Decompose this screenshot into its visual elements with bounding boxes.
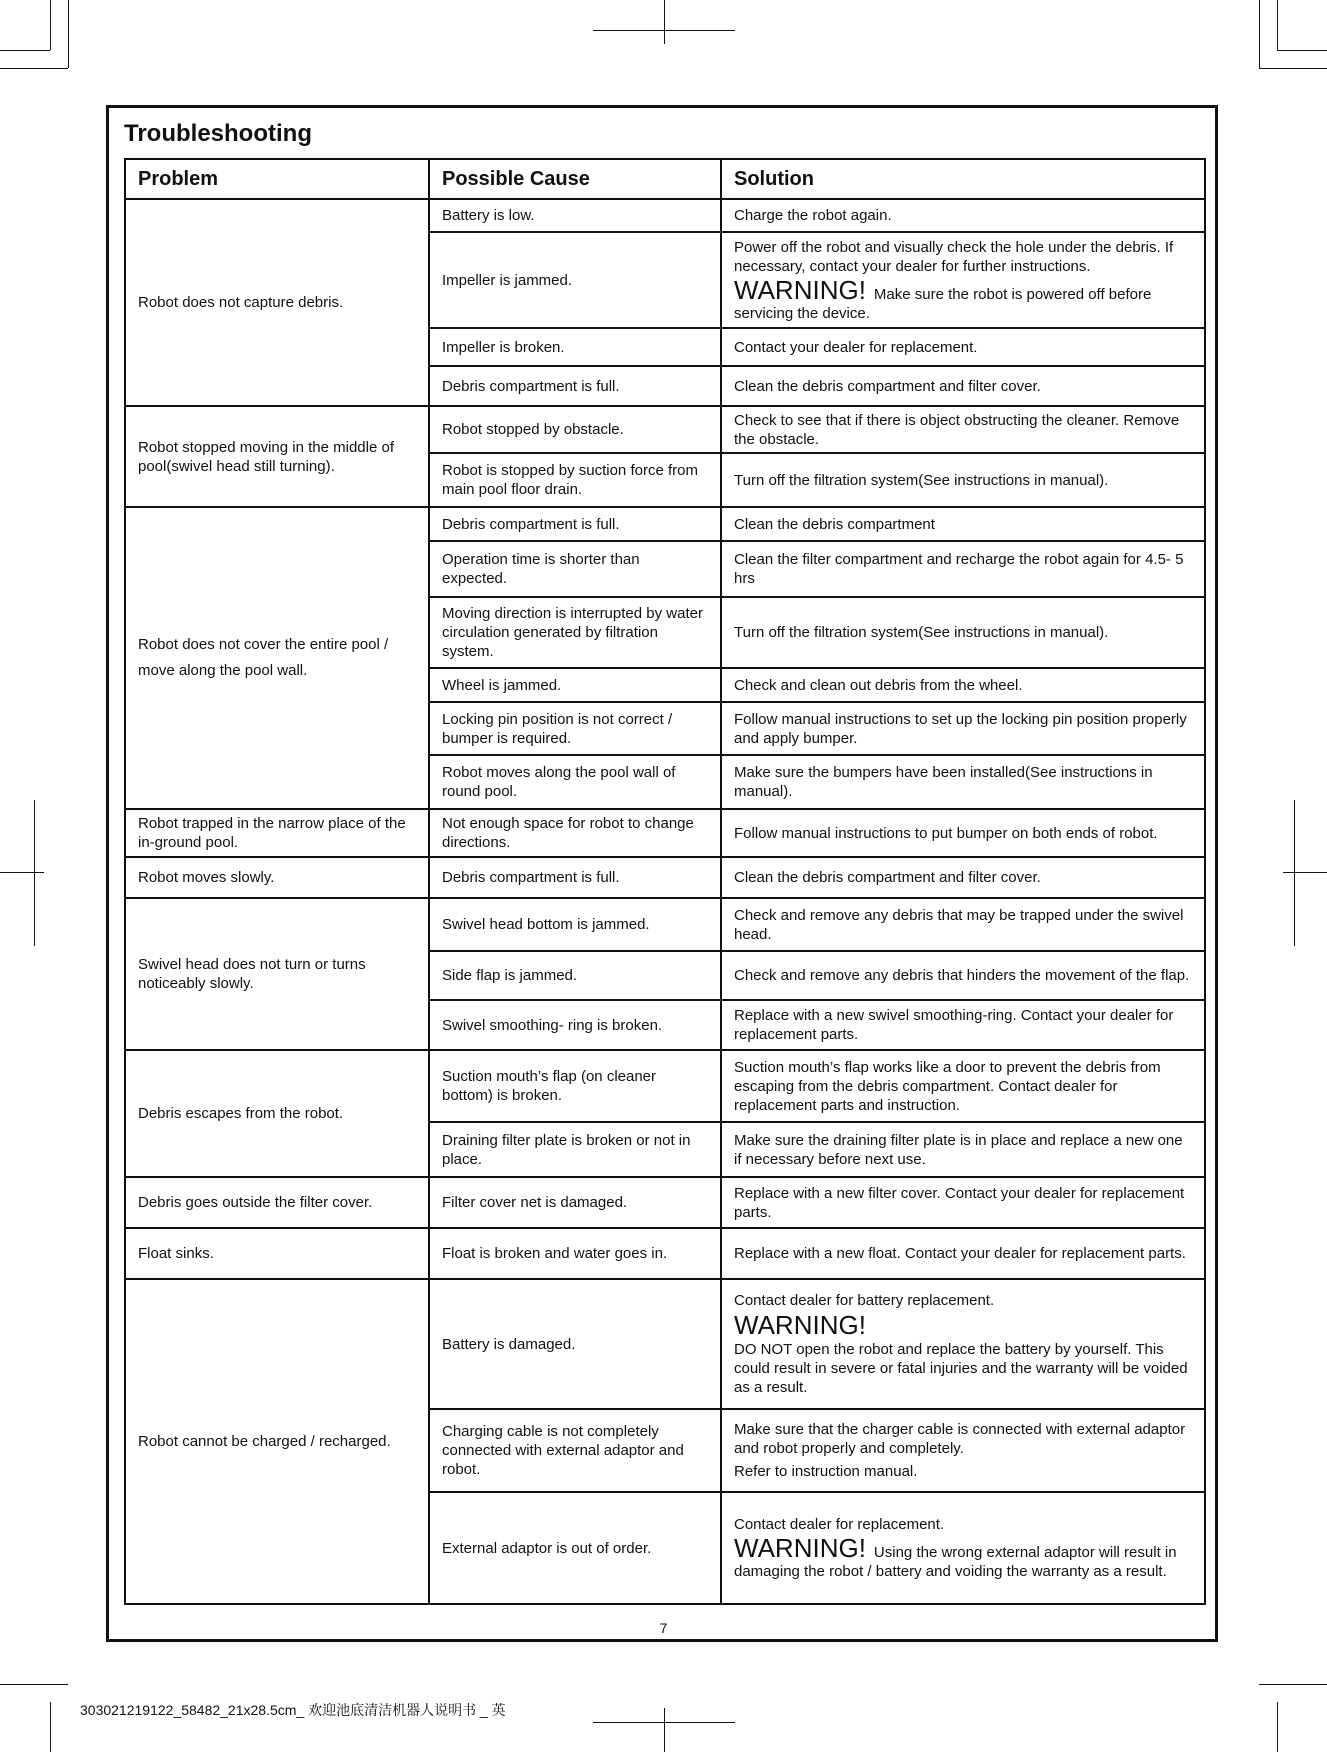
table-row xyxy=(125,857,1205,898)
cause-cell: Locking pin position is not correct / bumper is required. xyxy=(429,702,721,755)
table-row xyxy=(125,809,1205,857)
header-problem: Problem xyxy=(125,159,429,199)
cause-cell: Robot is stopped by suction force from main pool floor drain. xyxy=(429,453,721,507)
crop-mark xyxy=(50,0,51,50)
crop-mark xyxy=(1294,800,1295,946)
solution-text: Power off the robot and visually check the hole under the debris. If necessary, contact your dealer for further instructions. xyxy=(734,238,1174,275)
solution-cell: Turn off the filtration system(See instructions in manual). xyxy=(721,453,1205,507)
cause-cell: Debris compartment is full. xyxy=(429,366,721,406)
cause-cell: Filter cover net is damaged. xyxy=(429,1177,721,1228)
crop-mark xyxy=(1259,1684,1327,1685)
page-number: 7 xyxy=(659,1620,668,1636)
solution-cell: Clean the debris compartment and filter cover. xyxy=(721,857,1205,898)
solution-cell: Check to see that if there is object obstructing the cleaner. Remove the obstacle. xyxy=(721,406,1205,453)
problem-cell: Robot cannot be charged / recharged. xyxy=(125,1279,429,1604)
problem-cell: Robot trapped in the narrow place of the in-ground pool. xyxy=(125,809,429,857)
warning-label: WARNING! xyxy=(734,1533,866,1563)
crop-mark xyxy=(1259,0,1260,68)
cause-cell: Impeller is jammed. xyxy=(429,232,721,328)
table-row xyxy=(125,199,1205,232)
solution-cell: Check and remove any debris that hinders the movement of the flap. xyxy=(721,951,1205,1000)
warning-label: WARNING! xyxy=(734,274,866,305)
crop-mark xyxy=(1259,68,1327,69)
crop-mark xyxy=(34,800,35,946)
solution-cell: Follow manual instructions to set up the locking pin position properly and apply bumper. xyxy=(721,702,1205,755)
table-row xyxy=(125,898,1205,951)
crop-mark xyxy=(0,50,50,51)
cause-cell: Swivel smoothing- ring is broken. xyxy=(429,1000,721,1050)
cause-cell: Side flap is jammed. xyxy=(429,951,721,1000)
footer-code: 303021219122_58482_21x28.5cm_ 欢迎池底清洁机器人说明书 _ 英 xyxy=(80,1702,506,1718)
cause-cell: Charging cable is not completely connected with external adaptor and robot. xyxy=(429,1409,721,1492)
cause-cell: Robot stopped by obstacle. xyxy=(429,406,721,453)
warning-text: DO NOT open the robot and replace the battery by yourself. This could result in severe or fatal injuries and the warranty will be voided as a result. xyxy=(734,1341,1188,1396)
solution-cell: Clean the debris compartment xyxy=(721,507,1205,541)
table-row xyxy=(125,1228,1205,1279)
crop-mark xyxy=(664,1708,665,1752)
cause-cell: External adaptor is out of order. xyxy=(429,1492,721,1604)
solution-cell: Make sure the bumpers have been installed(See instructions in manual). xyxy=(721,755,1205,809)
solution-text: Make sure that the charger cable is connected with external adaptor and robot properly and completely. xyxy=(734,1421,1186,1457)
cause-cell: Battery is low. xyxy=(429,199,721,232)
table-row xyxy=(125,1050,1205,1122)
warning-text: Using the wrong external adaptor will result in damaging the robot / battery and voiding the warranty as a result. xyxy=(734,1544,1177,1580)
crop-mark xyxy=(1277,0,1278,50)
crop-mark xyxy=(1277,1702,1278,1752)
solution-cell: Clean the debris compartment and filter cover. xyxy=(721,366,1205,406)
solution-text: Contact dealer for battery replacement. xyxy=(734,1292,995,1309)
solution-cell: Replace with a new swivel smoothing-ring. Contact your dealer for replacement parts. xyxy=(721,1000,1205,1050)
warning-label: WARNING! xyxy=(734,1310,866,1340)
crop-mark xyxy=(50,1702,51,1752)
solution-cell: Turn off the filtration system(See instructions in manual). xyxy=(721,597,1205,668)
table-row xyxy=(125,507,1205,541)
solution-cell: Check and clean out debris from the wheel. xyxy=(721,668,1205,702)
solution-cell: Suction mouth’s flap works like a door to prevent the debris from escaping from the debris compartment. Contact dealer for replacement parts and instruction. xyxy=(721,1050,1205,1122)
problem-cell: Robot does not cover the entire pool / move along the pool wall. xyxy=(125,507,429,809)
cause-cell: Debris compartment is full. xyxy=(429,857,721,898)
page-title: Troubleshooting xyxy=(124,120,312,147)
solution-cell: Check and remove any debris that may be trapped under the swivel head. xyxy=(721,898,1205,951)
solution-cell xyxy=(721,1409,1205,1492)
solution-cell xyxy=(721,232,1205,328)
cause-cell: Battery is damaged. xyxy=(429,1279,721,1409)
solution-cell: Replace with a new float. Contact your dealer for replacement parts. xyxy=(721,1228,1205,1279)
problem-cell: Robot moves slowly. xyxy=(125,857,429,898)
solution-cell: Clean the filter compartment and recharge the robot again for 4.5- 5 hrs xyxy=(721,541,1205,597)
cause-cell: Wheel is jammed. xyxy=(429,668,721,702)
header-solution: Solution xyxy=(721,159,1205,199)
crop-mark xyxy=(0,68,68,69)
solution-cell: Charge the robot again. xyxy=(721,199,1205,232)
problem-cell: Debris escapes from the robot. xyxy=(125,1050,429,1177)
cause-cell: Debris compartment is full. xyxy=(429,507,721,541)
troubleshooting-table xyxy=(124,158,1206,1605)
solution-cell: Make sure the draining filter plate is in place and replace a new one if necessary before next use. xyxy=(721,1122,1205,1177)
header-cause: Possible Cause xyxy=(429,159,721,199)
problem-cell: Robot stopped moving in the middle of pool(swivel head still turning). xyxy=(125,406,429,507)
crop-mark xyxy=(68,0,69,68)
table-row xyxy=(125,406,1205,453)
table-header-row xyxy=(125,159,1205,199)
cause-cell: Draining filter plate is broken or not in place. xyxy=(429,1122,721,1177)
problem-cell: Swivel head does not turn or turns noticeably slowly. xyxy=(125,898,429,1050)
table-row xyxy=(125,1279,1205,1409)
crop-mark xyxy=(1277,50,1327,51)
cause-cell: Robot moves along the pool wall of round pool. xyxy=(429,755,721,809)
cause-cell: Moving direction is interrupted by water circulation generated by filtration system. xyxy=(429,597,721,668)
crop-mark xyxy=(664,0,665,44)
crop-mark xyxy=(0,872,44,873)
table-row xyxy=(125,1177,1205,1228)
cause-cell: Operation time is shorter than expected. xyxy=(429,541,721,597)
solution-cell: Follow manual instructions to put bumper on both ends of robot. xyxy=(721,809,1205,857)
crop-mark xyxy=(0,1684,68,1685)
crop-mark xyxy=(1283,872,1327,873)
solution-cell xyxy=(721,1279,1205,1409)
cause-cell: Swivel head bottom is jammed. xyxy=(429,898,721,951)
problem-cell: Float sinks. xyxy=(125,1228,429,1279)
solution-cell: Contact your dealer for replacement. xyxy=(721,328,1205,366)
cause-cell: Float is broken and water goes in. xyxy=(429,1228,721,1279)
solution-cell: Replace with a new filter cover. Contact your dealer for replacement parts. xyxy=(721,1177,1205,1228)
problem-cell: Robot does not capture debris. xyxy=(125,199,429,406)
cause-cell: Suction mouth’s flap (on cleaner bottom) is broken. xyxy=(429,1050,721,1122)
cause-cell: Not enough space for robot to change directions. xyxy=(429,809,721,857)
solution-cell xyxy=(721,1492,1205,1604)
problem-cell: Debris goes outside the filter cover. xyxy=(125,1177,429,1228)
solution-text: Contact dealer for replacement. xyxy=(734,1516,945,1533)
solution-extra: Refer to instruction manual. xyxy=(734,1463,918,1480)
cause-cell: Impeller is broken. xyxy=(429,328,721,366)
warning-text: Make sure the robot is powered off before servicing the device. xyxy=(734,285,1152,322)
